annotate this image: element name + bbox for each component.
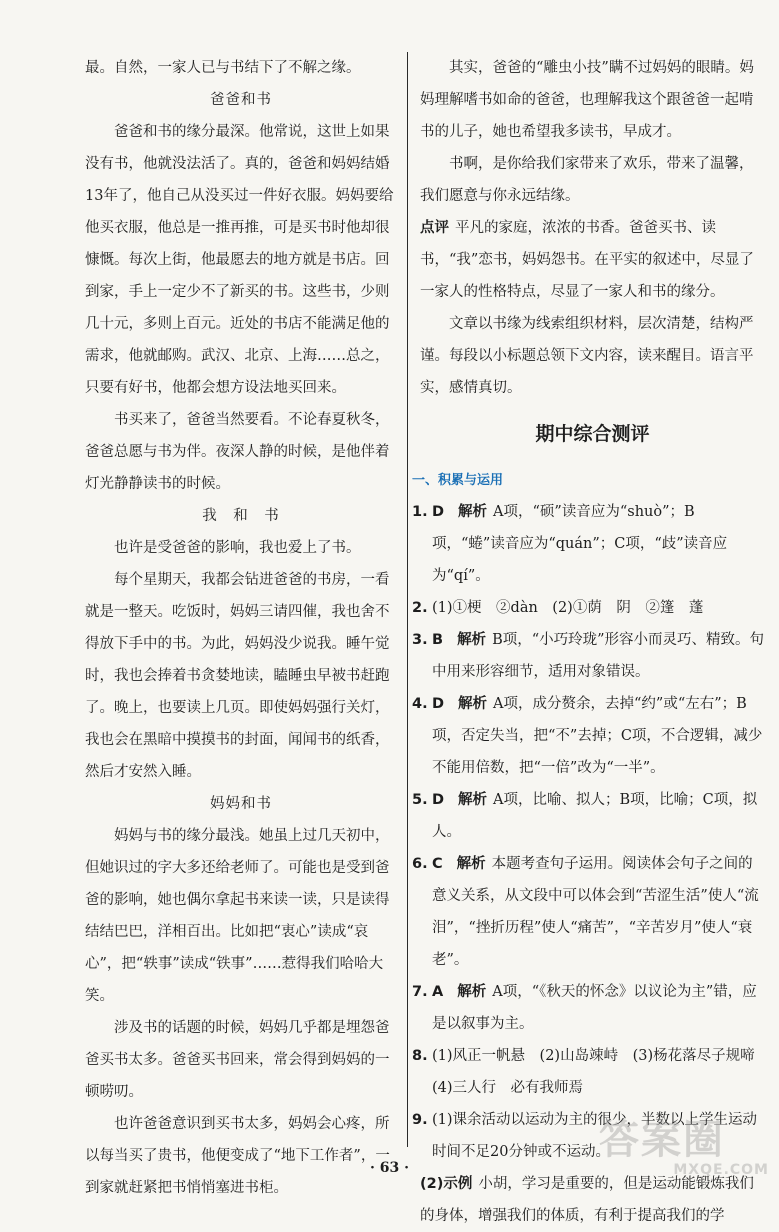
item-number: 6. xyxy=(412,856,428,872)
paragraph-me-2: 每个星期天，我都会钻进爸爸的书房，一看就是一整天。吃饭时，妈妈三请四催，我也舍不得放下手中的书。为此，妈妈没少说我。睡午觉时，我也会捧着书贪婪地读，瞌睡虫早被书赶跑了。晚上，也要读上几页。即使妈妈强行关灯，我也会在黑暗中摸摸书的封面，闻闻书的纸香，然后才安然入睡。 xyxy=(85,572,390,780)
item-number: 2. xyxy=(412,600,428,616)
item-number: 1. xyxy=(412,504,428,520)
item-number: 5. xyxy=(412,792,428,808)
right-column xyxy=(412,52,770,1232)
paragraph-mother-1: 妈妈与书的缘分最浅。她虽上过几天初中，但她识过的字大多还给老师了。可能也是受到爸爸的影响，她也偶尔拿起书来读一读，只是读得结结巴巴，洋相百出。比如把“衷心”读成“哀心”，把“轶事”读成“铁事”……惹得我们哈哈大笑。 xyxy=(85,828,390,1004)
paragraph-mother-3: 也许爸爸意识到买书太多，妈妈会心疼，所以每当买了贵书，他便变成了“地下工作者”，一到家就赶紧把书悄悄塞进书柜。 xyxy=(85,1116,390,1196)
item-tag: 解析 xyxy=(458,792,488,808)
answer-item-4 xyxy=(412,688,765,784)
paragraph-ending-2: 书啊，是你给我们家带来了欢乐，带来了温馨，我们愿意与你永远结缘。 xyxy=(420,156,754,204)
item-number: 8. xyxy=(412,1048,428,1064)
example-text: 小胡，学习是重要的，但是运动能锻炼我们的身体，增强我们的体质，有利于提高我们的学 xyxy=(420,1176,754,1224)
subtitle-me-and-books: 我 和 书 xyxy=(202,508,280,524)
comment-paragraph xyxy=(420,212,765,308)
answer-item-3 xyxy=(412,624,765,688)
item-number: 4. xyxy=(412,696,428,712)
paragraph-ending-1: 其实，爸爸的“雕虫小技”瞒不过妈妈的眼睛。妈妈理解嗜书如命的爸爸，也理解我这个跟爸爸一起啃书的儿子，她也希望我多读书，早成才。 xyxy=(420,60,754,140)
paragraph-summary: 文章以书缘为线索组织材料，层次清楚，结构严谨。每段以小标题总领下文内容，读来醒目。语言平实，感情真切。 xyxy=(420,316,754,396)
item-tag: 解析 xyxy=(457,632,487,648)
answer-item-6 xyxy=(412,848,765,976)
page-number: · 63 · xyxy=(370,1160,409,1176)
item-text: B项，“小巧玲珑”形容小而灵巧、精致。句中用来形容细节，适用对象错误。 xyxy=(432,632,765,680)
watermark-logo-text: 答案圈 xyxy=(599,1117,725,1163)
item-answer: D xyxy=(432,792,445,808)
item-text: (1)风正一帆悬 (2)山岛竦峙 (3)杨花落尽子规啼 (4)三人行 必有我师焉 xyxy=(432,1048,770,1096)
item-answer: D xyxy=(432,504,445,520)
section-heading: 一、积累与运用 xyxy=(412,473,504,488)
item-tag: 解析 xyxy=(457,984,487,1000)
item-text: 本题考查句子运用。阅读体会句子之间的意义关系，从文段中可以体会到“苦涩生活”使人“流泪”，“挫折历程”使人“痛苦”，“辛苦岁月”使人“衰老”。 xyxy=(432,856,759,968)
paragraph-father-2: 书买来了，爸爸当然要看。不论春夏秋冬，爸爸总愿与书为伴。夜深人静的时候，是他伴着灯光静静读书的时候。 xyxy=(85,412,390,492)
item-text: (1)课余活动以运动为主的很少，半数以上学生运动时间不足20分钟或不运动。 xyxy=(432,1112,758,1160)
answer-item-2 xyxy=(412,592,765,624)
item-text: A项，成分赘余，去掉“约”或“左右”；B项，否定失当，把“不”去掉；C项，不合逻辑，减少不能用倍数，把“一倍”改为“一半”。 xyxy=(432,696,763,776)
example-label: (2)示例 xyxy=(420,1176,473,1192)
item-answer: A xyxy=(432,984,444,1000)
item-tag: 解析 xyxy=(458,504,488,520)
item-number: 9. xyxy=(412,1112,428,1128)
answer-item-8 xyxy=(412,1040,770,1104)
column-divider xyxy=(407,52,408,1147)
item-text: A项，“《秋天的怀念》以议论为主”错，应是以叙事为主。 xyxy=(432,984,757,1032)
paragraph-mother-2: 涉及书的话题的时候，妈妈几乎都是埋怨爸爸买书太多。爸爸买书回来，常会得到妈妈的一顿唠叨。 xyxy=(85,1020,390,1100)
comment-text: 平凡的家庭，浓浓的书香。爸爸买书、读书，“我”恋书，妈妈怨书。在平实的叙述中，尽显了一家人的性格特点，尽显了一家人和书的缘分。 xyxy=(420,220,754,300)
item-number: 7. xyxy=(412,984,428,1000)
item-tag: 解析 xyxy=(458,696,488,712)
item-tag: 解析 xyxy=(456,856,486,872)
paragraph-me-1: 也许是受爸爸的影响，我也爱上了书。 xyxy=(114,540,361,556)
item-text: A项，“硕”读音应为“shuò”；B项，“蜷”读音应为“quán”；C项，“歧”读音应为“qí”。 xyxy=(432,504,728,584)
answer-item-1 xyxy=(412,496,765,592)
item-answer: B xyxy=(432,632,444,648)
item-text: A项，比喻、拟人；B项，比喻；C项，拟人。 xyxy=(432,792,758,840)
item-answer: D xyxy=(432,696,445,712)
watermark-domain: MXQE.COM xyxy=(673,1162,769,1178)
paragraph-father-1: 爸爸和书的缘分最深。他常说，这世上如果没有书，他就没法活了。真的，爸爸和妈妈结婚13年了，他自己从没买过一件好衣服。妈妈要给他买衣服，他总是一推再推，可是买书时他却很慷慨。每次上街，他最愿去的地方就是书店。回到家，手上一定少不了新买的书。这些书，少则几十元，多则上百元。近处的书店不能满足他的需求，他就邮购。武汉、北京、上海……总之，只要有好书，他都会想方设法地买回来。 xyxy=(85,124,394,396)
item-text: (1)①梗 ②dàn (2)①荫 阴 ②篷 蓬 xyxy=(432,600,704,616)
item-number: 3. xyxy=(412,632,428,648)
answer-item-5 xyxy=(412,784,765,848)
site-watermark xyxy=(599,1118,769,1188)
intro-line: 最。自然，一家人已与书结下了不解之缘。 xyxy=(85,60,361,76)
comment-label: 点评 xyxy=(420,220,449,236)
left-column xyxy=(85,52,397,1204)
item-answer: C xyxy=(432,856,443,872)
subtitle-father-and-books: 爸爸和书 xyxy=(210,92,272,108)
subtitle-mother-and-books: 妈妈和书 xyxy=(210,796,272,812)
answer-item-7 xyxy=(412,976,765,1040)
section-title: 期中综合测评 xyxy=(535,423,650,445)
